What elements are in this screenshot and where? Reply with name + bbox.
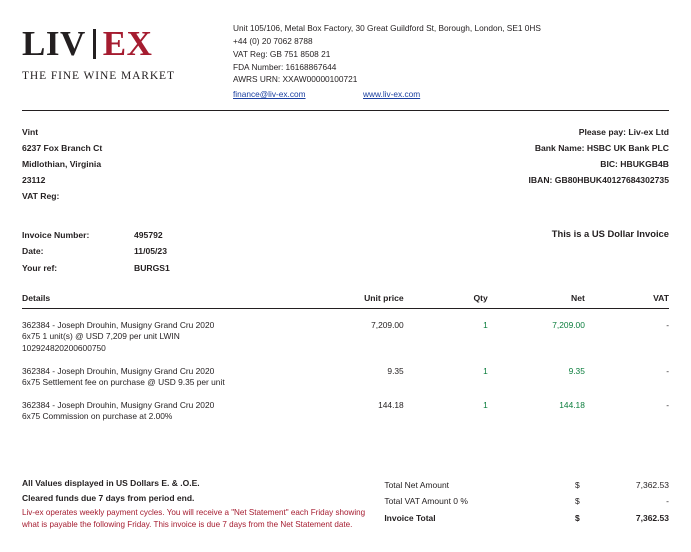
customer-postcode: 23112 (22, 174, 46, 185)
customer-name: Vint (22, 127, 39, 138)
invoice-total-row (384, 510, 669, 527)
invoice-number-value: 495792 (134, 229, 163, 240)
company-address: Unit 105/106, Metal Box Factory, 30 Great Guildford St, Borough, London, SE1 0HS (233, 23, 541, 33)
line-items-section (0, 277, 691, 423)
invoice-number-label: Invoice Number: (22, 229, 90, 240)
table-row (22, 355, 669, 389)
line-items-table (22, 293, 669, 423)
company-details (217, 20, 669, 101)
logo-text-liv: LIV (22, 24, 86, 63)
customer-vat-reg: VAT Reg: (22, 190, 60, 201)
bank-bic: BIC: HBUKGB4B (600, 158, 669, 169)
row-qty: 1 (483, 319, 488, 330)
finance-email-link[interactable]: finance@liv-ex.com (233, 89, 306, 100)
logo-text-ex: EX (102, 24, 153, 63)
brand-logo (22, 20, 217, 82)
total-vat-value: - (666, 496, 669, 507)
row-unit-price: 144.18 (378, 399, 404, 410)
total-vat-label: Total VAT Amount 0 % (384, 496, 468, 507)
invoice-date-label: Date: (22, 246, 44, 257)
values-note: All Values displayed in US Dollars E. & .O.E. (22, 477, 200, 488)
customer-address-block (22, 125, 346, 204)
row-details-line1: 362384 - Joseph Drouhin, Musigny Grand Cru 2020 (22, 399, 215, 410)
row-net: 9.35 (568, 365, 585, 376)
company-links (233, 88, 669, 101)
customer-address-line1: 6237 Fox Branch Ct (22, 143, 103, 154)
total-net-value: 7,362.53 (635, 479, 669, 490)
invoice-footer (22, 477, 669, 530)
customer-address-line2: Midlothian, Virginia (22, 158, 102, 169)
company-fda-number: FDA Number: 16168867644 (233, 61, 337, 72)
invoice-number-row (22, 227, 358, 244)
invoice-date-row (22, 243, 358, 260)
bank-iban: IBAN: GB80HBUK40127684302735 (528, 174, 669, 185)
company-phone: +44 (0) 20 7062 8788 (233, 35, 313, 46)
table-header-row (22, 293, 669, 309)
invoice-date-value: 11/05/23 (134, 246, 167, 257)
column-header-qty: Qty (404, 293, 488, 309)
invoice-total-label: Invoice Total (384, 513, 436, 524)
row-details-line2: 6x75 Commission on purchase at 2.00% (22, 411, 173, 422)
row-details-line2: 6x75 1 unit(s) @ USD 7,209 per unit LWIN (22, 331, 180, 342)
logo-wordmark (22, 26, 217, 61)
row-details (22, 308, 300, 354)
footer-notes (22, 477, 384, 530)
row-details-line1: 362384 - Joseph Drouhin, Musigny Grand Cru 2020 (22, 365, 215, 376)
your-ref-row (22, 260, 358, 277)
please-pay: Please pay: Liv-ex Ltd (578, 127, 669, 138)
invoice-header (0, 0, 691, 101)
row-details-line1: 362384 - Joseph Drouhin, Musigny Grand Cru 2020 (22, 319, 215, 330)
payment-terms-note: Liv-ex operates weekly payment cycles. You will receive a "Net Statement" each Friday showing what is payable the following Friday. This invoice is due 7 days from the Net Statement date. (22, 508, 366, 529)
column-header-net: Net (488, 293, 585, 309)
column-header-details: Details (22, 293, 300, 309)
your-ref-value: BURGS1 (134, 263, 170, 274)
invoice-meta-section (0, 205, 691, 277)
logo-divider-bar (93, 29, 96, 59)
row-vat: - (666, 365, 669, 376)
row-details (22, 355, 300, 389)
address-payment-section (0, 111, 691, 204)
row-qty: 1 (483, 399, 488, 410)
row-details (22, 389, 300, 423)
row-net: 7,209.00 (552, 319, 585, 330)
row-vat: - (666, 319, 669, 330)
row-net: 144.18 (559, 399, 585, 410)
total-vat-row (384, 493, 669, 510)
column-header-vat: VAT (585, 293, 669, 309)
payment-details-block (346, 125, 670, 204)
row-qty: 1 (483, 365, 488, 376)
logo-tagline: THE FINE WINE MARKET (22, 70, 175, 82)
your-ref-label: Your ref: (22, 263, 58, 274)
row-details-line2: 6x75 Settlement fee on purchase @ USD 9.35 per unit (22, 377, 225, 388)
invoice-meta-left (22, 227, 358, 277)
row-details-line3: 102924820200600750 (22, 343, 106, 354)
row-vat: - (666, 399, 669, 410)
row-unit-price: 7,209.00 (371, 319, 404, 330)
column-header-unit-price: Unit price (300, 293, 404, 309)
bank-name: Bank Name: HSBC UK Bank PLC (534, 143, 669, 154)
total-net-label: Total Net Amount (384, 479, 450, 490)
row-unit-price: 9.35 (387, 365, 404, 376)
company-vat-reg: VAT Reg: GB 751 8508 21 (233, 48, 331, 59)
currency-note: This is a US Dollar Invoice (551, 227, 669, 239)
table-row (22, 308, 669, 354)
invoice-total-currency: $ (574, 513, 580, 524)
table-row (22, 389, 669, 423)
total-net-currency: $ (574, 479, 580, 490)
table-body (22, 308, 669, 423)
cleared-funds-note: Cleared funds due 7 days from period end. (22, 492, 195, 503)
website-link[interactable]: www.liv-ex.com (363, 89, 421, 100)
invoice-total-value: 7,362.53 (635, 513, 669, 524)
total-net-row (384, 477, 669, 494)
total-vat-currency: $ (574, 496, 580, 507)
company-awrs-urn: AWRS URN: XXAW00000100721 (233, 74, 358, 85)
totals-block (384, 477, 669, 527)
